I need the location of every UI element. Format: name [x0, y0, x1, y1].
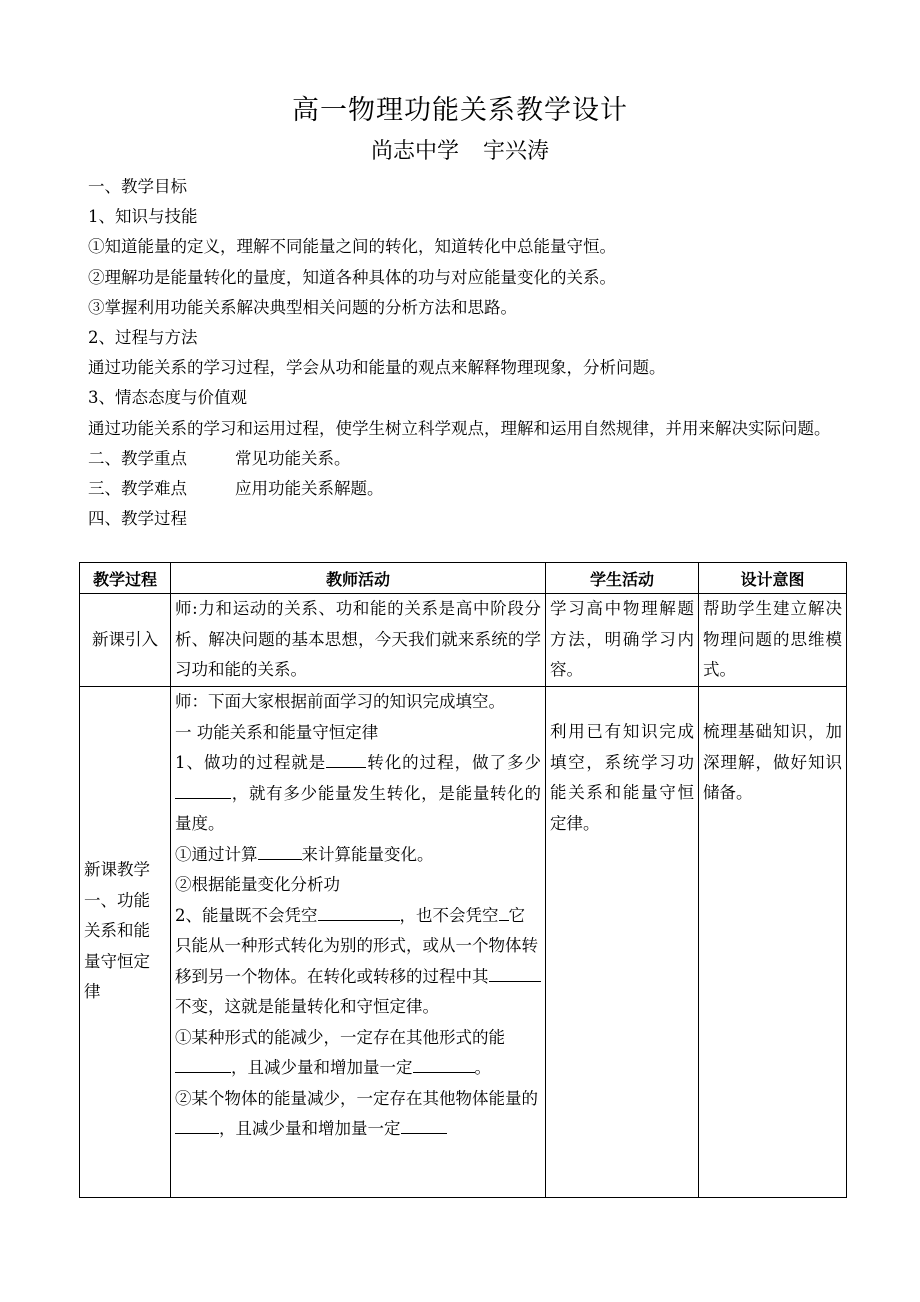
- text-fragment: ②某个物体的能量减少，一定存在其他物体能量的: [175, 1088, 538, 1108]
- text-fragment: 不变，这就是能量转化和守恒定律。: [175, 997, 439, 1016]
- text-fragment: ①通过计算: [175, 844, 258, 864]
- row1-teacher: 师:力和运动的关系、功和能的关系是高中阶段分析、解决问题的基本思想，今天我们就来系统的学习功和能的关系。: [171, 594, 546, 687]
- teacher-line-1b: ②根据能量变化分析功: [175, 875, 340, 894]
- fill-blank[interactable]: [175, 1054, 231, 1073]
- fill-blank[interactable]: [489, 963, 541, 982]
- key-point-value: 常见功能关系。: [235, 448, 351, 468]
- text-fragment: 转化的过程，做了多少: [366, 753, 542, 772]
- knowledge-item-3: ③掌握利用功能关系解决典型相关问题的分析方法和思路。: [88, 297, 517, 317]
- row1-student: 学习高中物理解题方法，明确学习内容。: [546, 594, 699, 687]
- doc-body: [88, 172, 848, 534]
- teacher-line-2a: [175, 1023, 541, 1084]
- school-name: 尚志中学: [370, 139, 459, 164]
- knowledge-item-2: ②理解功是能量转化的量度，知道各种具体的功与对应能量变化的关系。: [88, 267, 616, 287]
- fill-blank[interactable]: [258, 841, 302, 860]
- header-stage: 教学过程: [80, 563, 171, 594]
- doc-title: 高一物理功能关系教学设计: [292, 95, 628, 126]
- row2-intent: 梳理基础知识，加深理解，做好知识储备。: [699, 687, 847, 1198]
- text-fragment: 它只能从一种形式转化为别的形式，或从一个物体转移到另一个物体。在转化或转移的过程中其: [175, 905, 538, 986]
- key-point-label: 二、教学重点: [88, 448, 187, 468]
- text-fragment: ，也不会凭空: [399, 905, 499, 925]
- row1-stage: 新课引入: [80, 594, 171, 687]
- knowledge-heading: 1、知识与技能: [88, 207, 198, 227]
- teacher-line-1: [175, 748, 541, 840]
- fill-blank[interactable]: [401, 1115, 447, 1134]
- fill-blank[interactable]: [413, 1054, 475, 1073]
- author-name: 宇兴涛: [483, 139, 550, 164]
- fill-blank[interactable]: [318, 902, 400, 921]
- text-fragment: ，就有多少能量发生转化，是能量转化的量度。: [175, 783, 541, 833]
- doc-byline: [0, 134, 920, 165]
- text-fragment: 来计算能量变化。: [301, 844, 434, 864]
- knowledge-item-1: ①知道能量的定义，理解不同能量之间的转化，知道转化中总能量守恒。: [88, 237, 616, 257]
- text-fragment: 2、能量既不会凭空: [175, 905, 318, 925]
- key-point: [88, 444, 848, 474]
- teacher-line-section: 一 功能关系和能量守恒定律: [175, 722, 379, 742]
- attitude-heading: 3、情态态度与价值观: [88, 388, 247, 408]
- fill-blank[interactable]: [499, 902, 509, 921]
- teacher-line-2: [175, 901, 541, 1023]
- lesson-table: [79, 562, 847, 1198]
- attitude-item: 通过功能关系的学习和运用过程，使学生树立科学观点，理解和运用自然规律，并用来解决实际问题。: [88, 418, 831, 438]
- table-header-row: [80, 563, 847, 594]
- header-student: 学生活动: [546, 563, 699, 594]
- text-fragment: 1、做功的过程就是: [175, 753, 327, 772]
- text-fragment: ①某种形式的能减少，一定存在其他形式的能: [175, 1027, 505, 1047]
- table-row: [80, 687, 847, 1198]
- header-intent: 设计意图: [699, 563, 847, 594]
- objectives-heading: 一、教学目标: [88, 177, 187, 196]
- difficulty: [88, 474, 848, 504]
- text-fragment: ，且减少量和增加量一定: [219, 1119, 401, 1138]
- row2-student: 利用已有知识完成填空，系统学习功能关系和能量守恒定律。: [546, 687, 699, 1198]
- text-fragment: 。: [474, 1058, 491, 1077]
- difficulty-label: 三、教学难点: [88, 479, 187, 499]
- row2-teacher: [171, 687, 546, 1198]
- teacher-line-intro: 师：下面大家根据前面学习的知识完成填空。: [175, 692, 505, 711]
- header-teacher: 教师活动: [171, 563, 546, 594]
- fill-blank[interactable]: [175, 1115, 219, 1134]
- process-method-heading: 2、过程与方法: [88, 328, 198, 348]
- fill-blank[interactable]: [175, 780, 231, 799]
- process-method-item: 通过功能关系的学习过程，学会从功和能量的观点来解释物理现象，分析问题。: [88, 358, 666, 378]
- row2-stage: 新课教学一、功能关系和能量守恒定律: [80, 687, 171, 1198]
- teacher-line-2b: [175, 1084, 541, 1145]
- row1-intent: 帮助学生建立解决物理问题的思维模式。: [699, 594, 847, 687]
- fill-blank[interactable]: [326, 749, 366, 768]
- process-heading: 四、教学过程: [88, 509, 187, 529]
- difficulty-value: 应用功能关系解题。: [235, 479, 384, 499]
- teacher-line-1a: [175, 840, 541, 871]
- table-row: [80, 594, 847, 687]
- text-fragment: ，且减少量和增加量一定: [231, 1058, 413, 1077]
